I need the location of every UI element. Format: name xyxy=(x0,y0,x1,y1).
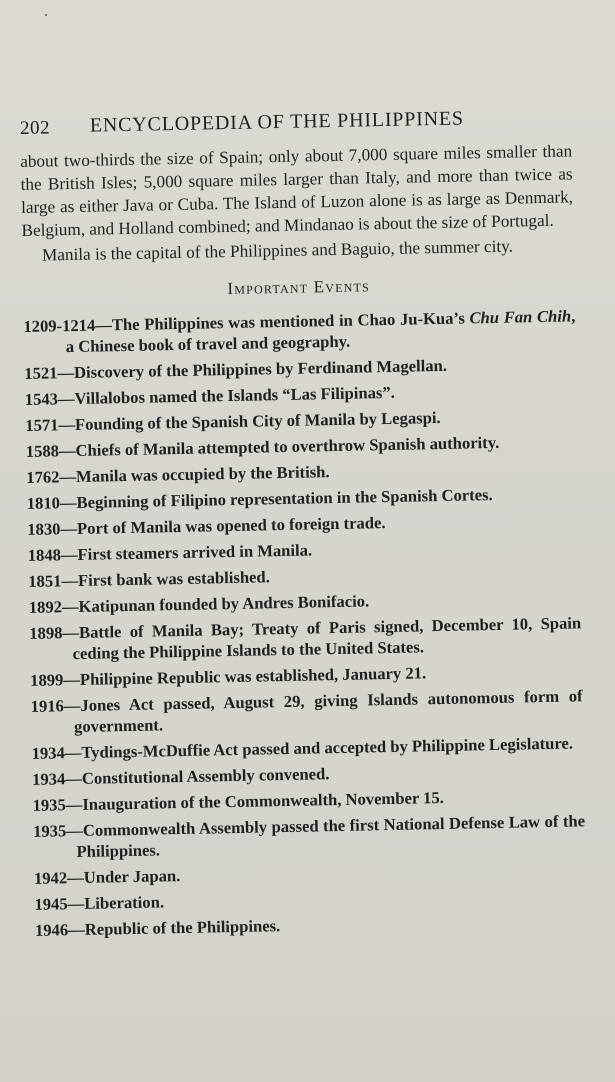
event-year: 1588 xyxy=(25,441,60,461)
event-text xyxy=(77,540,312,563)
event-dash: — xyxy=(66,867,84,888)
event-year: 1892 xyxy=(28,597,63,617)
event-dash: — xyxy=(65,768,83,789)
print-speck xyxy=(45,14,47,16)
event-dash: — xyxy=(61,570,79,591)
event-text xyxy=(76,462,330,486)
event-dash: — xyxy=(95,315,113,335)
event-dash: — xyxy=(67,919,85,940)
event-text-main: Constitutional Assembly convened. xyxy=(81,764,330,788)
event-entry xyxy=(33,810,586,863)
event-year: 1848 xyxy=(27,545,62,565)
event-text-main: The Philippines was mentioned in Chao Ju-Kua’s xyxy=(111,308,470,335)
event-year: 1898 xyxy=(29,623,63,643)
event-text-main: Liberation. xyxy=(84,892,165,913)
event-text xyxy=(72,613,581,663)
event-year: 1762 xyxy=(26,467,60,487)
event-dash: — xyxy=(60,518,78,539)
event-year: 1946 xyxy=(34,920,69,940)
event-text xyxy=(80,663,427,689)
event-text-main: First bank was established. xyxy=(77,567,270,590)
event-dash: — xyxy=(62,622,80,643)
paragraph-capital: Manila is the capital of the Philippines and Baguio, the summer city. xyxy=(41,236,514,265)
event-text xyxy=(76,485,492,512)
event-year: 1945 xyxy=(34,894,68,914)
event-text-main: Founding of the Spanish City of Manila by Legaspi. xyxy=(74,407,441,434)
event-text xyxy=(74,356,447,382)
event-dash: — xyxy=(58,440,76,461)
event-text-main: Villalobos named the Islands “Las Filipinas”. xyxy=(74,382,395,408)
event-dash: — xyxy=(57,363,75,383)
event-year: 1571 xyxy=(25,415,59,435)
events-list xyxy=(23,305,587,940)
event-dash: — xyxy=(63,695,81,716)
event-text-main: Discovery of the Philippines by Ferdinand Magellan. xyxy=(73,355,448,383)
event-text-main: Tydings-McDuffie Act passed and accepted by Philippine Legislature. xyxy=(81,733,574,762)
event-year: 1935 xyxy=(32,821,67,841)
event-year: 1942 xyxy=(33,868,68,888)
event-year: 1916 xyxy=(30,696,65,716)
event-text-main: Under Japan. xyxy=(83,866,181,887)
event-text xyxy=(82,764,330,788)
event-entry xyxy=(23,305,576,358)
event-year: 1830 xyxy=(27,519,61,539)
event-year: 1851 xyxy=(28,571,62,591)
event-entry xyxy=(35,909,587,941)
event-dash: — xyxy=(65,794,83,815)
event-text-main: Inauguration of the Commonwealth, November 15. xyxy=(82,787,445,814)
event-text xyxy=(81,733,573,761)
paragraph-geography: about two-thirds the size of Spain; only about 7,000 square miles smaller than the British Isles; 5,000 square miles larger than Italy, and more than twice as large as either Java or Cuba. The Island of Luzon alone is as large as Denmark, Belgium, and Holland combined; and Mindanao is about the size of Portugal. xyxy=(20,141,574,240)
event-dash: — xyxy=(59,492,77,513)
event-text-main: Beginning of Filipino representation in the Spanish Cortes. xyxy=(76,484,493,512)
page-body xyxy=(20,139,587,945)
event-text xyxy=(84,892,164,913)
event-text xyxy=(74,686,583,736)
event-dash: — xyxy=(58,414,76,435)
event-text xyxy=(78,591,369,616)
event-year: 1810 xyxy=(26,493,61,513)
event-dash: — xyxy=(64,742,82,763)
event-text xyxy=(75,408,441,434)
event-book-title: Chu Fan Chih xyxy=(469,306,572,328)
event-text-rest: , a Chinese book of travel and geography. xyxy=(65,306,576,357)
page-number: 202 xyxy=(19,117,51,139)
event-text-main: Battle of Manila Bay; Treaty of Paris signed, December 10, Spain ceding the Philippine Islands to the United States. xyxy=(72,613,582,664)
event-year: 1934 xyxy=(31,743,65,763)
event-text xyxy=(76,811,585,861)
event-text-main: Katipunan founded by Andres Bonifacio. xyxy=(78,591,370,616)
event-dash: — xyxy=(67,893,85,914)
event-year: 1209-1214 xyxy=(23,315,96,336)
event-year: 1521 xyxy=(24,363,58,383)
event-text xyxy=(75,433,499,460)
event-text-main: Commonwealth Assembly passed the first National Defense Law of the Philippines. xyxy=(76,811,586,862)
event-text xyxy=(84,866,181,887)
event-text-main: Jones Act passed, August 29, giving Islands autonomous form of government. xyxy=(73,686,583,737)
event-text-main: Chiefs of Manila attempted to overthrow Spanish authority. xyxy=(75,432,500,460)
event-text xyxy=(77,513,386,538)
event-dash: — xyxy=(57,389,75,409)
event-text-main: Philippine Republic was established, January 21. xyxy=(79,663,427,689)
event-text xyxy=(82,788,444,814)
event-entry xyxy=(30,685,583,738)
event-text-main: Manila was occupied by the British. xyxy=(75,462,330,486)
event-year: 1899 xyxy=(30,670,64,690)
running-title: ENCYCLOPEDIA OF THE PHILIPPINES xyxy=(89,107,464,137)
event-text xyxy=(74,383,395,408)
event-dash: — xyxy=(61,596,79,617)
event-entry xyxy=(29,612,582,665)
page-bottom-margin xyxy=(0,1022,615,1082)
event-text xyxy=(85,916,281,939)
event-text xyxy=(66,306,576,356)
event-year: 1934 xyxy=(31,769,66,789)
event-year: 1935 xyxy=(32,795,66,815)
page-header xyxy=(20,105,580,144)
event-dash: — xyxy=(63,669,81,690)
section-heading: Important Events xyxy=(227,276,371,299)
event-text-main: First steamers arrived in Manila. xyxy=(77,540,313,564)
event-year: 1543 xyxy=(24,389,59,409)
event-text xyxy=(78,567,270,590)
event-dash: — xyxy=(59,466,77,487)
event-dash: — xyxy=(60,544,78,565)
event-text-main: Port of Manila was opened to foreign trade. xyxy=(76,513,386,538)
event-text-main: Republic of the Philippines. xyxy=(84,916,281,939)
event-dash: — xyxy=(66,820,84,841)
